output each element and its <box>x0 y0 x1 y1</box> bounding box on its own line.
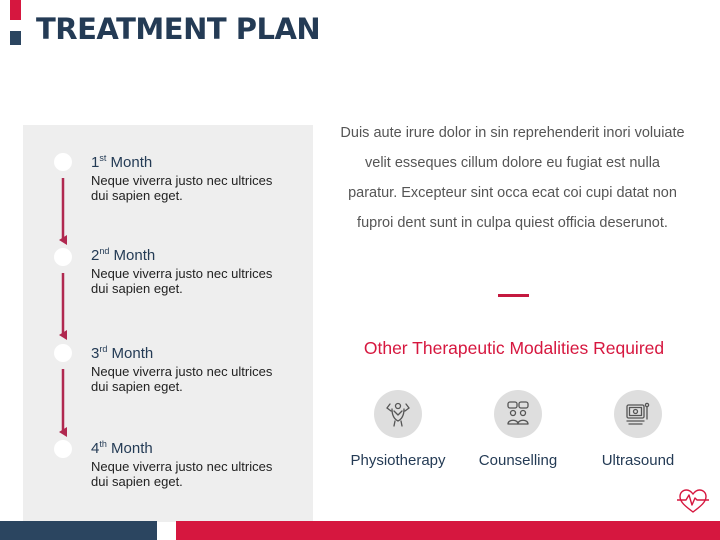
ultrasound-icon <box>614 390 662 438</box>
physiotherapy-icon <box>374 390 422 438</box>
footer-bar-navy <box>0 521 157 540</box>
step-title: 1st Month <box>91 153 153 171</box>
section-divider <box>498 294 529 297</box>
timeline-step-1 <box>91 154 291 203</box>
timeline-step-2 <box>91 247 291 296</box>
counselling-icon <box>494 390 542 438</box>
page-title: TREATMENT PLAN <box>36 12 321 46</box>
timeline-dot <box>54 153 72 171</box>
step-description: Neque viverra justo nec ultrices dui sapien eget. <box>91 459 273 489</box>
timeline-step-3 <box>91 345 291 394</box>
modality-label-ultrasound: Ultrasound <box>601 452 675 469</box>
lead-paragraph: Duis aute irure dolor in sin reprehenderit inori voluiate velit esseques cillum dolore eu fugiat est nulla paratur. Excepteur sint occa ecat coi cupi datat non fuproi dent sunt in culpa quiest officia deserunot. <box>340 125 685 231</box>
step-description: Neque viverra justo nec ultrices dui sapien eget. <box>91 173 273 203</box>
step-description: Neque viverra justo nec ultrices dui sapien eget. <box>91 364 273 394</box>
modalities-title: Other Therapeutic Modalities Required <box>363 338 665 358</box>
step-title: 4th Month <box>91 439 153 457</box>
timeline-panel <box>23 125 313 522</box>
timeline-dot <box>54 344 72 362</box>
step-description: Neque viverra justo nec ultrices dui sapien eget. <box>91 266 273 296</box>
timeline-dot <box>54 248 72 266</box>
timeline-step-4 <box>91 440 291 489</box>
step-title: 3rd Month <box>91 344 154 362</box>
title-accent-red <box>10 0 21 20</box>
timeline-dot <box>54 440 72 458</box>
step-title: 2nd Month <box>91 246 156 264</box>
title-accent-navy <box>10 31 21 45</box>
modality-label-physiotherapy: Physiotherapy <box>350 452 446 469</box>
heartbeat-icon <box>676 487 710 515</box>
footer-bar-red <box>176 521 720 540</box>
modality-label-counselling: Counselling <box>478 452 558 469</box>
